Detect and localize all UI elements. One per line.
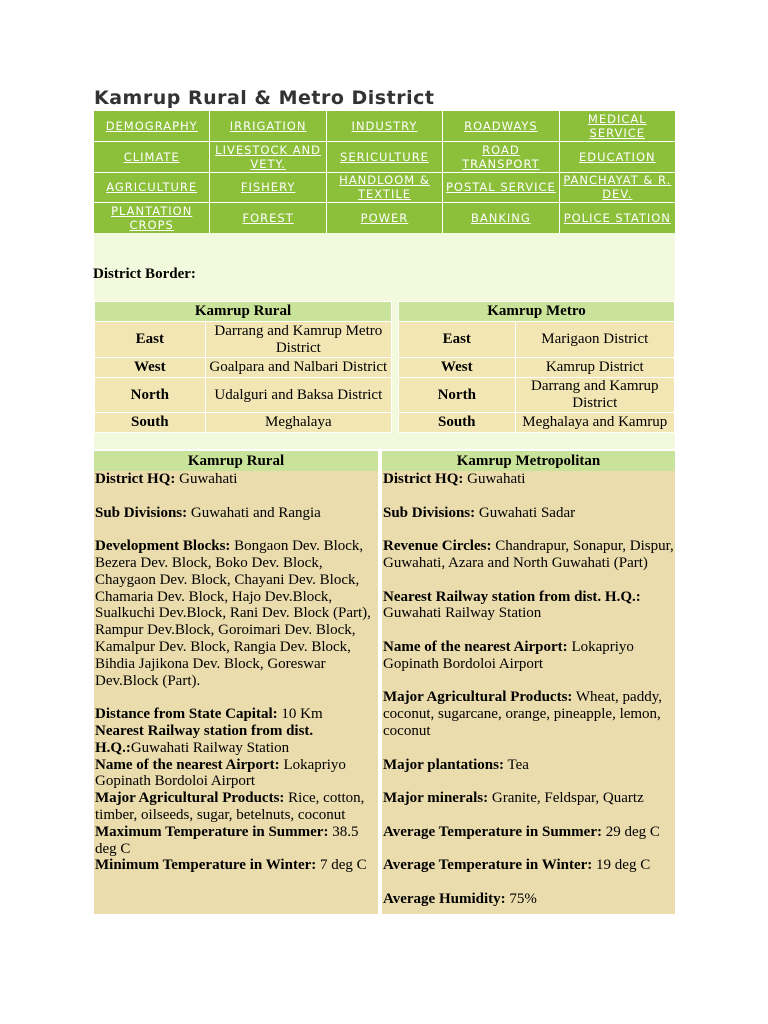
info-value: Lokapriyo Gopinath Bordoloi Airport	[95, 756, 346, 790]
metro-border-header: Kamrup Metro	[399, 302, 675, 322]
info-label: District HQ:	[383, 471, 464, 487]
info-entry	[95, 538, 377, 689]
info-value: Lokapriyo Gopinath Bordoloi Airport	[383, 638, 634, 672]
info-entry	[95, 505, 377, 522]
info-label: Sub Divisions:	[95, 504, 188, 521]
nav-link-road-transport[interactable]: ROAD TRANSPORT	[443, 142, 558, 172]
nav-link-power[interactable]: POWER	[327, 203, 442, 233]
info-entry	[383, 471, 674, 488]
rural-info-header: Kamrup Rural	[94, 451, 380, 471]
metro-border-table	[398, 301, 675, 433]
info-value: Guwahati Railway Station	[130, 739, 290, 756]
info-label: Major Agricultural Products:	[383, 689, 573, 706]
border-value: Meghalaya	[205, 413, 391, 433]
page-title: Kamrup Rural & Metro District	[94, 87, 435, 109]
nav-link-demography[interactable]: DEMOGRAPHY	[94, 111, 209, 141]
nav-link-livestock[interactable]: LIVESTOCK AND VETY.	[210, 142, 325, 172]
info-value: Rice, cotton, timber, oilseeds, sugar, betelnuts, coconut	[95, 790, 365, 823]
info-label: Major Agricultural Products:	[95, 790, 285, 807]
nav-link-plantation-crops[interactable]: PLANTATION CROPS	[94, 203, 209, 233]
info-value: Tea	[503, 756, 529, 773]
info-entry	[95, 706, 377, 723]
info-value: 75%	[505, 890, 537, 907]
info-value: 7 deg C	[316, 857, 367, 874]
nav-link-climate[interactable]: CLIMATE	[94, 142, 209, 172]
rural-border-table	[94, 301, 392, 433]
nav-link-handloom-textile[interactable]: HANDLOOM & TEXTILE	[327, 173, 442, 203]
info-label: Maximum Temperature in Summer:	[95, 823, 329, 840]
info-label: Revenue Circles:	[383, 538, 492, 555]
metro-info-header: Kamrup Metropolitan	[380, 451, 675, 471]
info-value: Chandrapur, Sonapur, Dispur, Guwahati, Azara and North Guwahati (Part)	[383, 538, 674, 571]
section-nav-grid	[94, 111, 675, 233]
nav-link-banking[interactable]: BANKING	[443, 203, 558, 233]
nav-link-forest[interactable]: FOREST	[210, 203, 325, 233]
border-value: Marigaon District	[515, 322, 674, 358]
border-direction: East	[95, 322, 206, 358]
info-value: 38.5 deg C	[95, 823, 359, 857]
info-entry	[383, 639, 674, 673]
nav-link-panchayat[interactable]: PANCHAYAT & R. DEV.	[560, 173, 675, 203]
info-label: Average Humidity:	[383, 890, 506, 907]
border-value: Darrang and Kamrup District	[515, 378, 674, 413]
border-direction: East	[399, 322, 516, 358]
district-info-table	[94, 451, 675, 914]
info-label: Name of the nearest Airport:	[383, 638, 568, 655]
info-label: Nearest Railway station from dist. H.Q.:	[95, 722, 314, 756]
info-label: Average Temperature in Winter:	[383, 857, 593, 874]
border-value: Meghalaya and Kamrup	[515, 413, 674, 433]
info-entry	[95, 857, 377, 874]
rural-border-header: Kamrup Rural	[95, 302, 392, 322]
nav-link-industry[interactable]: INDUSTRY	[327, 111, 442, 141]
info-entry	[95, 757, 377, 791]
info-label: Major minerals:	[383, 790, 489, 807]
info-label: Minimum Temperature in Winter:	[95, 857, 317, 874]
district-border-label: District Border:	[93, 266, 196, 282]
info-label: Distance from State Capital:	[95, 706, 278, 723]
info-entry	[383, 790, 674, 807]
info-label: Sub Divisions:	[383, 504, 476, 521]
info-entry	[95, 790, 377, 824]
info-value: 29 deg C	[602, 823, 660, 840]
info-value: Guwahati Sadar	[475, 504, 576, 521]
nav-link-roadways[interactable]: ROADWAYS	[443, 111, 558, 141]
border-value: Darrang and Kamrup Metro District	[205, 322, 391, 358]
nav-link-sericulture[interactable]: SERICULTURE	[327, 142, 442, 172]
border-value: Udalguri and Baksa District	[205, 378, 391, 413]
info-entry	[95, 471, 377, 488]
nav-link-education[interactable]: EDUCATION	[560, 142, 675, 172]
info-entry	[383, 891, 674, 908]
info-value: Bongaon Dev. Block, Bezera Dev. Block, Boko Dev. Block, Chaygaon Dev. Block, Chayani Dev. Block, Chamaria Dev. Block, Hajo Dev.Block, Sualkuchi Dev.Block, Rani Dev. Block (Part), Rampur Dev.Block, Goroimari Dev. Block, Kamalpur Dev. Block, Rangia Dev. Block, Bihdia Jajikona Dev. Block, Goreswar Dev.Block (Part).	[95, 538, 371, 689]
info-value: Guwahati Railway Station	[383, 605, 542, 622]
info-value: 10 Km	[277, 706, 323, 723]
rural-info-cell	[94, 471, 380, 914]
border-direction: North	[95, 378, 206, 413]
nav-link-agriculture[interactable]: AGRICULTURE	[94, 173, 209, 203]
nav-link-irrigation[interactable]: IRRIGATION	[210, 111, 325, 141]
nav-link-postal-service[interactable]: POSTAL SERVICE	[443, 173, 558, 203]
info-label: Nearest Railway station from dist. H.Q.:	[383, 588, 641, 605]
info-entry	[95, 824, 377, 858]
border-direction: South	[399, 413, 516, 433]
info-value: Guwahati	[463, 471, 526, 487]
border-value: Kamrup District	[515, 358, 674, 378]
info-entry	[383, 538, 674, 572]
info-value: Wheat, paddy, coconut, sugarcane, orange, pineapple, lemon, coconut	[383, 689, 662, 739]
info-label: Development Blocks:	[95, 538, 231, 555]
border-direction: North	[399, 378, 516, 413]
nav-link-medical-service[interactable]: MEDICAL SERVICE	[560, 111, 675, 141]
info-value: Granite, Feldspar, Quartz	[488, 790, 644, 807]
border-value: Goalpara and Nalbari District	[205, 358, 391, 378]
info-entry	[383, 589, 674, 623]
info-value: Guwahati and Rangia	[187, 504, 321, 521]
info-entry	[383, 824, 674, 841]
border-direction: West	[399, 358, 516, 378]
info-label: Name of the nearest Airport:	[95, 756, 280, 773]
metro-info-cell	[380, 471, 675, 914]
info-entry	[383, 689, 674, 739]
nav-link-police-station[interactable]: POLICE STATION	[560, 203, 675, 233]
info-label: Major plantations:	[383, 756, 504, 773]
info-entry	[383, 857, 674, 874]
nav-link-fishery[interactable]: FISHERY	[210, 173, 325, 203]
info-value: 19 deg C	[592, 857, 651, 874]
info-entry	[383, 757, 674, 774]
info-entry	[383, 505, 674, 522]
info-value: Guwahati	[175, 471, 238, 487]
info-label: Average Temperature in Summer:	[383, 823, 602, 840]
border-direction: West	[95, 358, 206, 378]
border-direction: South	[95, 413, 206, 433]
info-label: District HQ:	[95, 471, 176, 487]
info-entry	[95, 723, 377, 757]
